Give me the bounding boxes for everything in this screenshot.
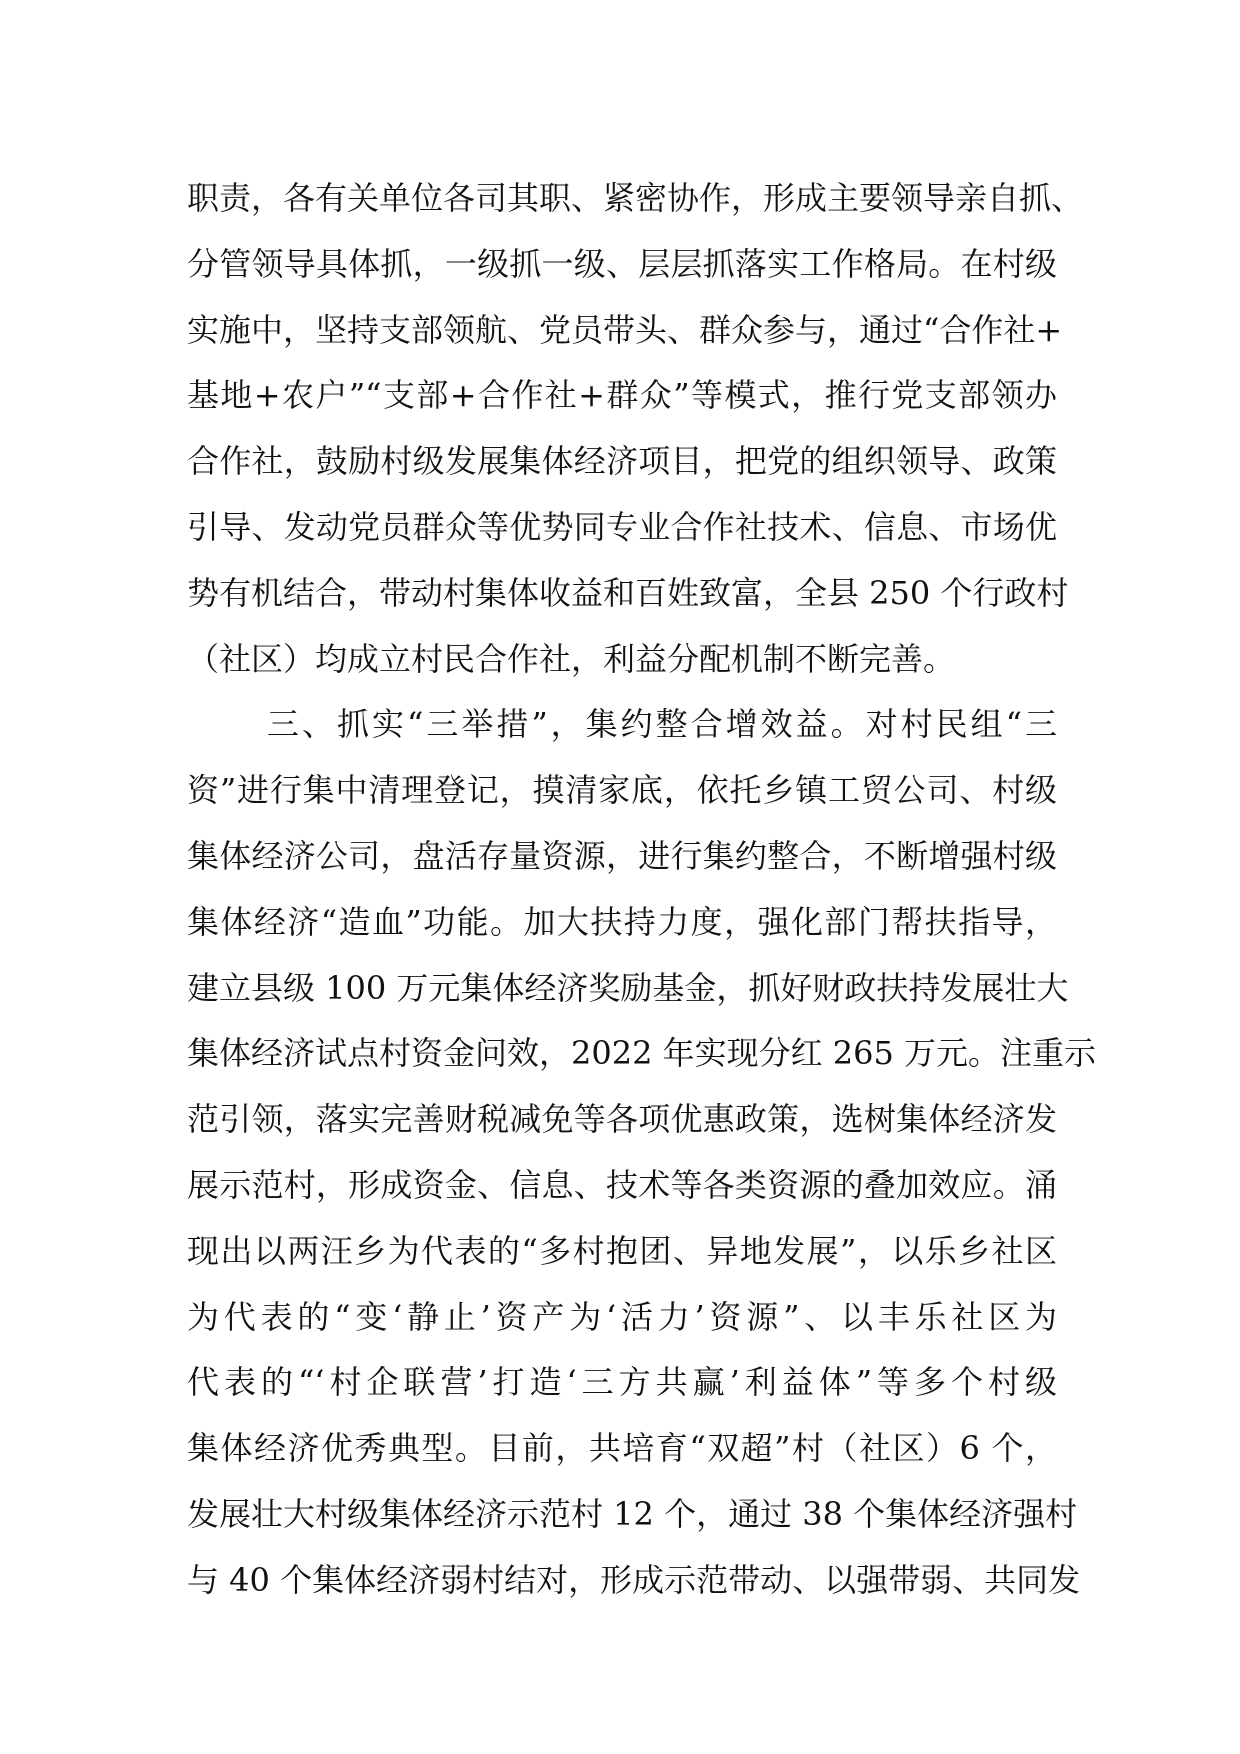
text-line: 资”进行集中清理登记，摸清家底，依托乡镇工贸公司、村级 bbox=[187, 771, 1057, 810]
text-line: 发展壮大村级集体经济示范村 12 个，通过 38 个集体经济强村 bbox=[187, 1494, 1078, 1533]
text-line: 合作社，鼓励村级发展集体经济项目，把党的组织领导、政策 bbox=[187, 442, 1057, 481]
text-line: 实施中，坚持支部领航、党员带头、群众参与，通过“合作社+ bbox=[187, 310, 1063, 349]
body-text bbox=[187, 166, 1097, 1614]
text-line: 集体经济公司，盘活存量资源，进行集约整合，不断增强村级 bbox=[187, 836, 1057, 875]
text-line: 与 40 个集体经济弱村结对，形成示范带动、以强带弱、共同发 bbox=[187, 1560, 1081, 1599]
text-line: 集体经济优秀典型。目前，共培育“双超”村（社区）6 个， bbox=[187, 1429, 1057, 1468]
text-line: 基地+农户”“支部+合作社+群众”等模式，推行党支部领办 bbox=[187, 376, 1057, 415]
text-line: 职责，各有关单位各司其职、紧密协作，形成主要领导亲自抓、 bbox=[187, 179, 1084, 217]
text-line: 建立县级 100 万元集体经济奖励基金，抓好财政扶持发展壮大 bbox=[187, 968, 1069, 1007]
text-line: 势有机结合，带动村集体收益和百姓致富，全县 250 个行政村 bbox=[187, 573, 1069, 612]
text-line: 集体经济试点村资金问效，2022 年实现分红 265 万元。注重示 bbox=[187, 1034, 1097, 1073]
text-line: 集体经济“造血”功能。加大扶持力度，强化部门帮扶指导， bbox=[187, 902, 1057, 941]
text-line: 为代表的“变‘静止’资产为‘活力’资源”、以丰乐社区为 bbox=[187, 1297, 1057, 1336]
section-heading-line: 三、抓实“三举措”，集约整合增效益。对村民组“三 bbox=[267, 705, 1057, 744]
text-line: 展示范村，形成资金、信息、技术等各类资源的叠加效应。涌 bbox=[187, 1165, 1057, 1204]
text-line: 分管领导具体抓，一级抓一级、层层抓落实工作格局。在村级 bbox=[187, 244, 1057, 283]
text-line: 引导、发动党员群众等优势同专业合作社技术、信息、市场优 bbox=[187, 507, 1057, 546]
paragraph-end-line: （社区）均成立村民合作社，利益分配机制不断完善。 bbox=[187, 639, 956, 678]
text-line: 现出以两汪乡为代表的“多村抱团、异地发展”，以乐乡社区 bbox=[187, 1231, 1057, 1270]
text-line: 代表的“‘村企联营’打造‘三方共赢’利益体”等多个村级 bbox=[187, 1363, 1057, 1402]
text-line: 范引领，落实完善财税减免等各项优惠政策，选树集体经济发 bbox=[187, 1100, 1057, 1139]
